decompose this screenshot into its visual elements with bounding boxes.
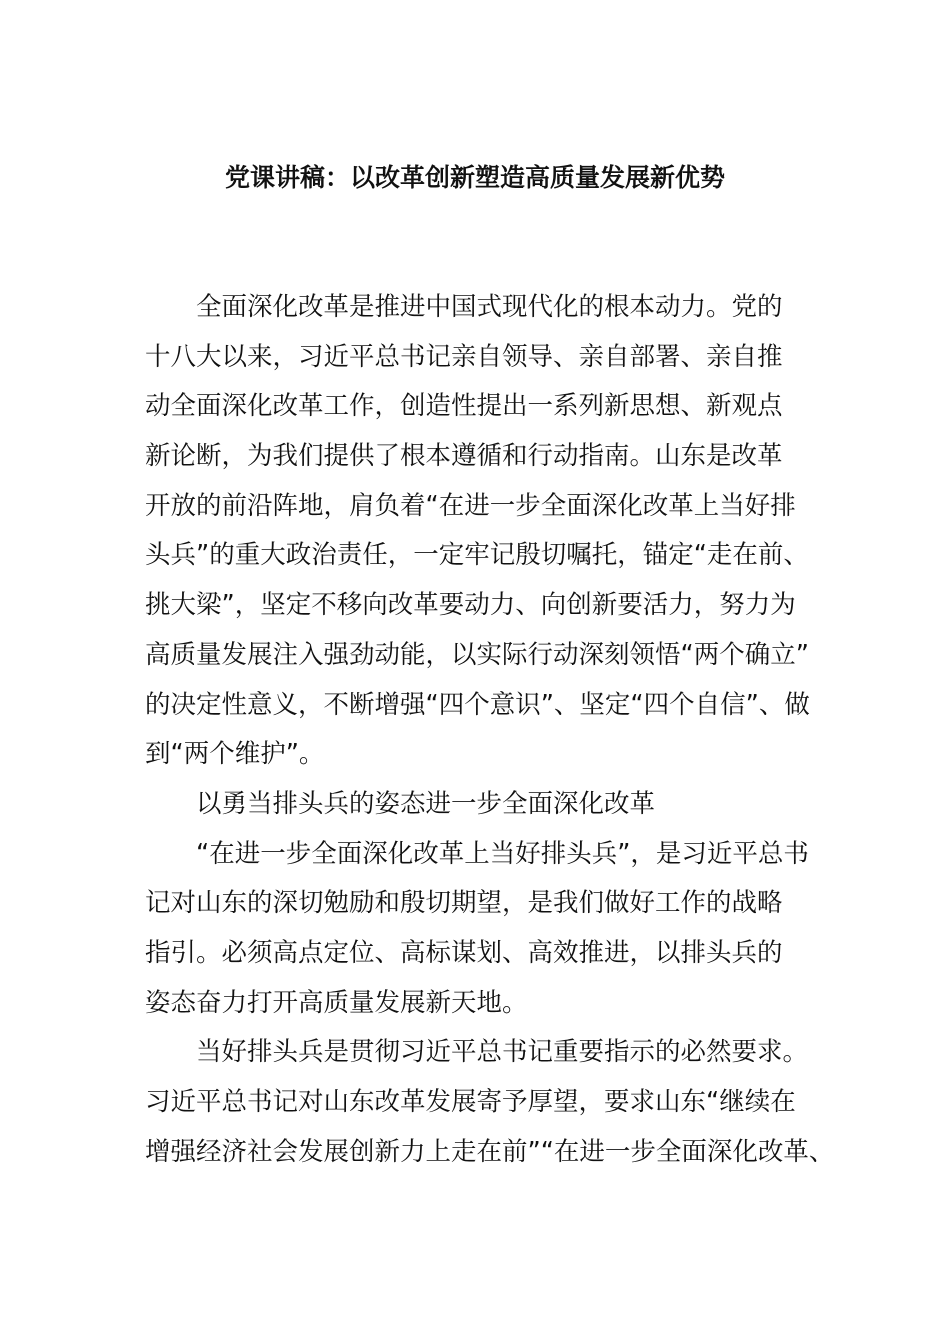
paragraph-line: 指引。必须高点定位、高标谋划、高效推进，以排头兵的 [145, 937, 783, 968]
paragraph-line: 习近平总书记对山东改革发展寄予厚望，要求山东“继续在 [145, 1087, 796, 1117]
paragraph-line: 全面深化改革是推进中国式现代化的根本动力。党的 [196, 292, 783, 322]
paragraph-line: 头兵”的重大政治责任，一定牢记殷切嘱托，锚定“走在前、 [145, 540, 809, 571]
paragraph-line: 高质量发展注入强劲动能，以实际行动深刻领悟“两个确立” [145, 639, 809, 670]
paragraph-line: “在进一步全面深化改革上当好排头兵”，是习近平总书 [196, 838, 809, 869]
paragraph-line: 当好排头兵是贯彻习近平总书记重要指示的必然要求。 [196, 1037, 809, 1068]
paragraph-line: 记对山东的深切勉励和殷切期望，是我们做好工作的战略 [145, 888, 783, 919]
paragraph-line: 新论断，为我们提供了根本遵循和行动指南。山东是改革 [145, 441, 783, 472]
paragraph-line: 动全面深化改革工作，创造性提出一系列新思想、新观点 [145, 391, 783, 422]
paragraph-line: 到“两个维护”。 [145, 739, 325, 770]
section-heading: 以勇当排头兵的姿态进一步全面深化改革 [196, 788, 656, 819]
paragraph-line: 姿态奋力打开高质量发展新天地。 [145, 987, 528, 1018]
paragraph-line: 开放的前沿阵地，肩负着“在进一步全面深化改革上当好排 [145, 490, 796, 521]
paragraph-line: 增强经济社会发展创新力上走在前”“在进一步全面深化改革、 [145, 1136, 835, 1167]
paragraph-line: 挑大梁”，坚定不移向改革要动力、向创新要活力，努力为 [145, 590, 796, 621]
paragraph-line: 十八大以来，习近平总书记亲自领导、亲自部署、亲自推 [145, 341, 783, 372]
paragraph-line: 的决定性意义，不断增强“四个意识”、坚定“四个自信”、做 [145, 689, 810, 720]
document-body [145, 283, 835, 1177]
document-title: 党课讲稿：以改革创新塑造高质量发展新优势 [224, 163, 725, 192]
